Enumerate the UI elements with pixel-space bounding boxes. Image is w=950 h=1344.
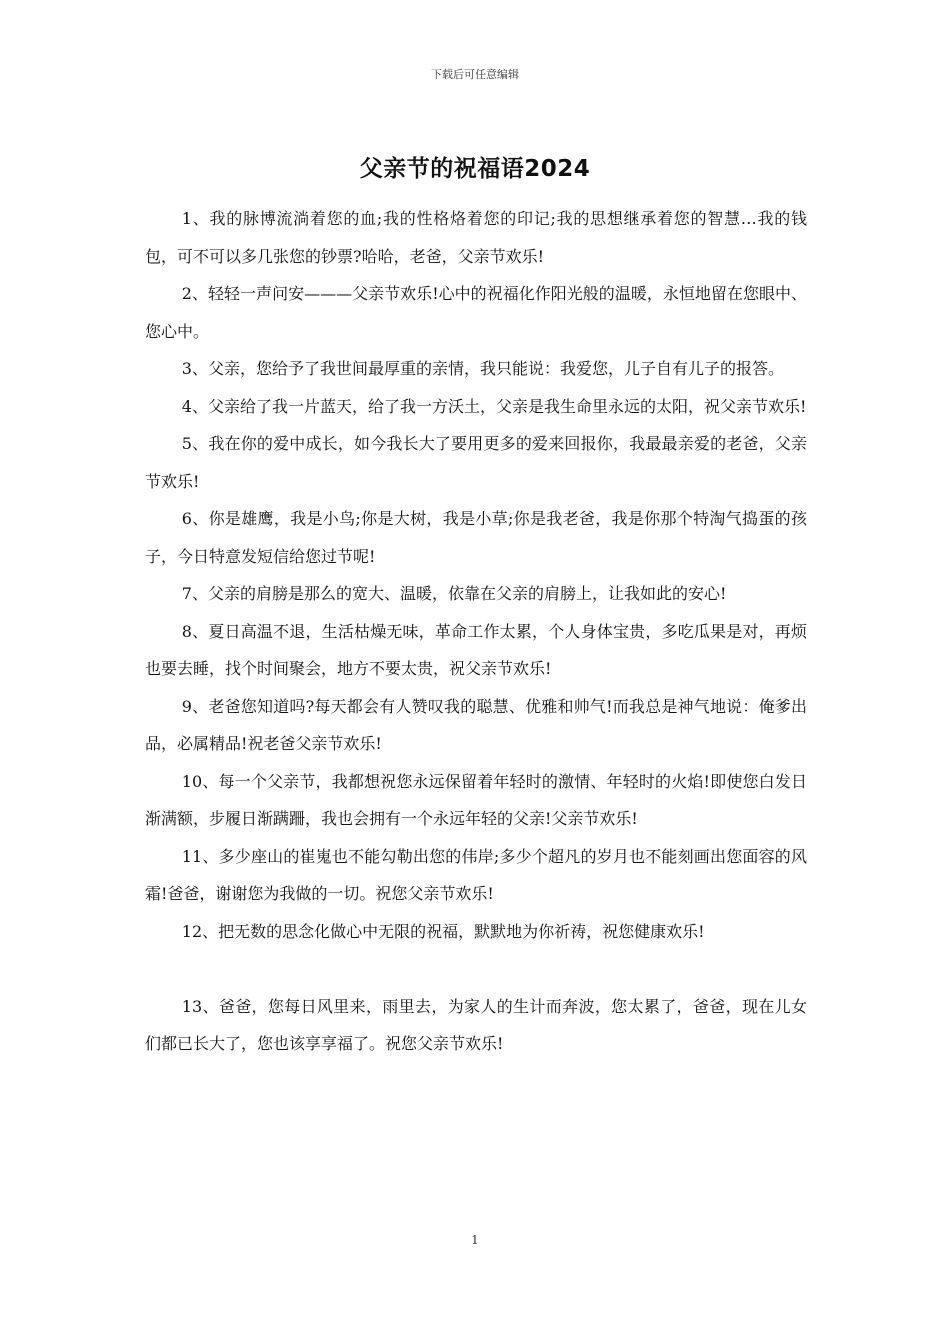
paragraph-8: 8、夏日高温不退，生活枯燥无味，革命工作太累，个人身体宝贵，多吃瓜果是对，再烦也要去睡，找个时间聚会，地方不要太贵，祝父亲节欢乐!: [145, 621, 807, 678]
paragraph-4: 4、父亲给了我一片蓝天，给了我一方沃土，父亲是我生命里永远的太阳，祝父亲节欢乐!: [181, 396, 807, 416]
paragraph-3: 3、父亲，您给予了我世间最厚重的亲情，我只能说：我爱您，儿子自有儿子的报答。: [181, 359, 784, 378]
paragraph-10: 10、每一个父亲节，我都想祝您永远保留着年轻时的激情、年轻时的火焰!即使您白发日渐满额，步履日渐蹒跚，我也会拥有一个永远年轻的父亲!父亲节欢乐!: [145, 771, 807, 828]
paragraph-9: 9、老爸您知道吗?每天都会有人赞叹我的聪慧、优雅和帅气!而我总是神气地说：俺爹出品，必属精品!祝老爸父亲节欢乐!: [145, 696, 807, 753]
header-note: 下载后可任意编辑: [431, 68, 519, 81]
paragraph-7: 7、父亲的肩膀是那么的宽大、温暖，依靠在父亲的肩膀上，让我如此的安心!: [181, 584, 727, 603]
document-title: 父亲节的祝福语2024: [359, 156, 591, 182]
paragraph-5: 5、我在你的爱中成长，如今我长大了要用更多的爱来回报你，我最最亲爱的老爸，父亲节欢乐!: [145, 434, 807, 491]
paragraph-13: 13、爸爸，您每日风里来，雨里去，为家人的生计而奔波，您太累了，爸爸，现在儿女们都已长大了，您也该享享福了。祝您父亲节欢乐!: [145, 996, 807, 1053]
paragraph-11: 11、多少座山的崔嵬也不能勾勒出您的伟岸;多少个超凡的岁月也不能刻画出您面容的风霜!爸爸，谢谢您为我做的一切。祝您父亲节欢乐!: [145, 846, 807, 903]
paragraph-6: 6、你是雄鹰，我是小鸟;你是大树，我是小草;你是我老爸，我是你那个特淘气捣蛋的孩子，今日特意发短信给您过节呢!: [145, 509, 807, 566]
paragraph-1: 1、我的脉博流淌着您的血;我的性格烙着您的印记;我的思想继承着您的智慧…我的钱包，可不可以多几张您的钞票?哈哈，老爸，父亲节欢乐!: [145, 209, 807, 266]
document-body: [145, 200, 807, 1063]
page-number: 1: [471, 1233, 479, 1247]
paragraph-2: 2、轻轻一声问安———父亲节欢乐!心中的祝福化作阳光般的温暖，永恒地留在您眼中、您心中。: [145, 284, 807, 341]
paragraph-12: 12、把无数的思念化做心中无限的祝福，默默地为你祈祷，祝您健康欢乐!: [181, 921, 705, 941]
